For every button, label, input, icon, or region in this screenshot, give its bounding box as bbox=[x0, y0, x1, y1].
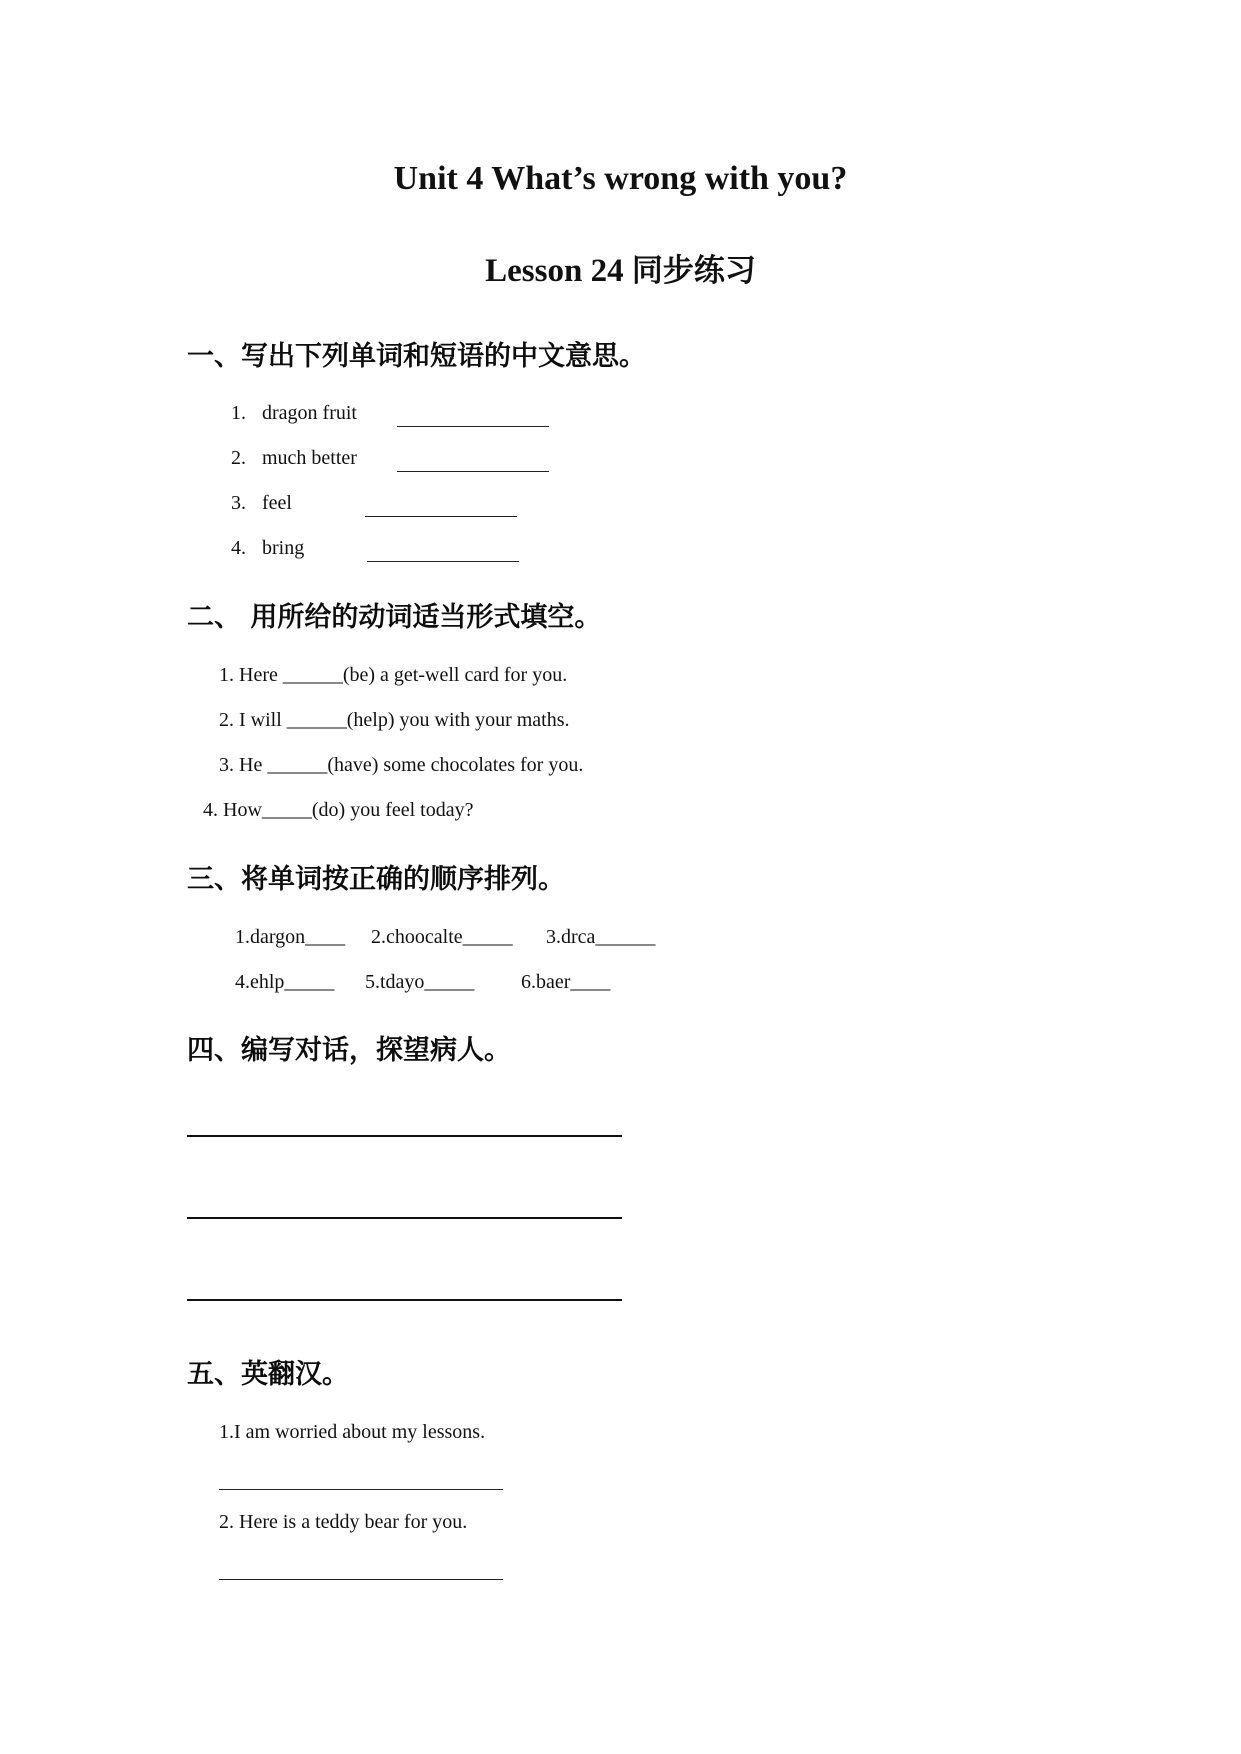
s5-item-2-answer-line[interactable] bbox=[219, 1579, 503, 1580]
section-5-heading: 五、英翻汉。 bbox=[187, 1359, 349, 1390]
lesson-subtitle bbox=[0, 245, 1241, 290]
s1-item-4-num: 4. bbox=[231, 537, 246, 559]
s1-item-1-blank[interactable] bbox=[397, 426, 549, 427]
lesson-subtitle-cn: 同步练习 bbox=[631, 253, 756, 289]
section-2-heading: 二、 用所给的动词适当形式填空。 bbox=[187, 602, 602, 633]
s1-item-2-num: 2. bbox=[231, 447, 246, 469]
s1-item-4-blank[interactable] bbox=[367, 561, 519, 562]
s2-item-4: 4. How_____(do) you feel today? bbox=[203, 799, 474, 821]
s1-item-1-num: 1. bbox=[231, 402, 246, 424]
s5-item-1-answer-line[interactable] bbox=[219, 1489, 503, 1490]
s3-item-2: 2.choocalte_____ bbox=[371, 926, 513, 948]
s3-item-3: 3.drca______ bbox=[546, 926, 656, 948]
s1-item-2-word: much better bbox=[262, 447, 357, 469]
s1-item-4-word: bring bbox=[262, 537, 305, 559]
s3-item-1: 1.dargon____ bbox=[235, 926, 346, 948]
dialogue-answer-line-1[interactable] bbox=[187, 1135, 622, 1137]
s2-item-1: 1. Here ______(be) a get-well card for you. bbox=[219, 664, 568, 686]
s2-item-2: 2. I will ______(help) you with your maths. bbox=[219, 709, 570, 731]
s1-item-1-word: dragon fruit bbox=[262, 402, 357, 424]
section-1-heading: 一、写出下列单词和短语的中文意思。 bbox=[187, 341, 646, 372]
page-title: Unit 4 What’s wrong with you? bbox=[393, 160, 848, 197]
s3-item-5: 5.tdayo_____ bbox=[365, 971, 475, 993]
s1-item-3-num: 3. bbox=[231, 492, 246, 514]
s5-item-2: 2. Here is a teddy bear for you. bbox=[219, 1511, 468, 1533]
s2-item-3: 3. He ______(have) some chocolates for you. bbox=[219, 754, 584, 776]
s5-item-1: 1.I am worried about my lessons. bbox=[219, 1421, 486, 1443]
dialogue-answer-line-2[interactable] bbox=[187, 1217, 622, 1219]
lesson-number: Lesson 24 bbox=[485, 253, 624, 289]
section-3-heading: 三、将单词按正确的顺序排列。 bbox=[187, 864, 565, 895]
s3-item-4: 4.ehlp_____ bbox=[235, 971, 335, 993]
dialogue-answer-line-3[interactable] bbox=[187, 1299, 622, 1301]
s1-item-3-blank[interactable] bbox=[365, 516, 517, 517]
s1-item-3-word: feel bbox=[262, 492, 292, 514]
s1-item-2-blank[interactable] bbox=[397, 471, 549, 472]
s3-item-6: 6.baer____ bbox=[521, 971, 611, 993]
section-4-heading: 四、编写对话，探望病人。 bbox=[187, 1035, 511, 1066]
